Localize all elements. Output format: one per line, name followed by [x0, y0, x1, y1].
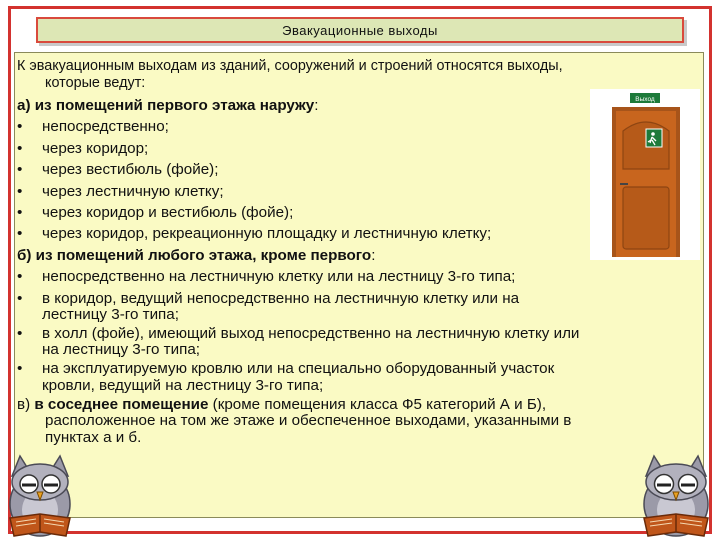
- list-item: • через лестничную клетку;: [17, 181, 707, 202]
- bullet-dot: •: [17, 118, 23, 136]
- list-item: • в коридор, ведущий непосредственно на лестничную клетку или на лестницу 3-го типа;: [17, 289, 520, 324]
- section-c-line-2: расположенное на том же этаже и обеспеченное выходами, указанными в: [45, 412, 572, 430]
- door-image: [590, 89, 700, 260]
- bullet-dot: •: [17, 289, 23, 307]
- section-c-heading: в соседнее помещение: [34, 395, 209, 413]
- bullet-dot: •: [17, 360, 23, 378]
- owl-reading-right-icon: [632, 448, 720, 540]
- list-item: • через вестибюль (фойе);: [17, 159, 707, 180]
- door-icon: [590, 89, 700, 260]
- intro-text: [17, 58, 697, 92]
- slide-title-bar: [36, 17, 684, 43]
- list-item: • непосредственно;: [17, 116, 707, 137]
- bullet-dot: •: [17, 225, 23, 243]
- list-item: • непосредственно на лестничную клетку или на лестницу 3-го типа;: [17, 266, 707, 287]
- bullet-dot: •: [17, 139, 23, 157]
- owl-reading-left-icon: [0, 448, 80, 540]
- section-a-heading: а) из помещений первого этажа наружу:: [17, 97, 319, 114]
- bullet-dot: •: [17, 161, 23, 179]
- bullet-dot: •: [17, 268, 23, 286]
- list-item: • через коридор;: [17, 138, 707, 159]
- section-b-heading: б) из помещений любого этажа, кроме первого:: [17, 246, 376, 264]
- slide-title: Эвакуационные выходы: [282, 22, 438, 38]
- bullet-dot: •: [17, 325, 23, 343]
- bullet-dot: •: [17, 182, 23, 200]
- intro-line-2: которые ведут:: [45, 75, 146, 91]
- door-handle: [620, 183, 628, 185]
- bullet-dot: •: [17, 204, 23, 222]
- door-lower-panel: [623, 187, 669, 249]
- exit-sign-label: Выход: [635, 96, 655, 103]
- section-c-line-3: пунктах а и б.: [45, 429, 142, 447]
- list-item: • на эксплуатируемую кровлю или на специально оборудованный участок кровли, ведущий на лестницу 3-го типа;: [17, 360, 555, 394]
- list-item: • через коридор, рекреационную площадку и лестничную клетку;: [17, 223, 707, 244]
- list-item: • через коридор и вестибюль (фойе);: [17, 202, 707, 223]
- section-c: в) в соседнее помещение (кроме помещения класса Ф5 категорий А и Б), расположенное на том же этаже и обеспеченное выходами, указанными в пунктах а и б.: [17, 394, 707, 446]
- intro-line-1: К эвакуационным выходам из зданий, сооружений и строений относятся выходы,: [17, 58, 563, 74]
- list-item: • в холл (фойе), имеющий выход непосредственно на лестничную клетку или на лестницу 3-го типа;: [17, 325, 580, 359]
